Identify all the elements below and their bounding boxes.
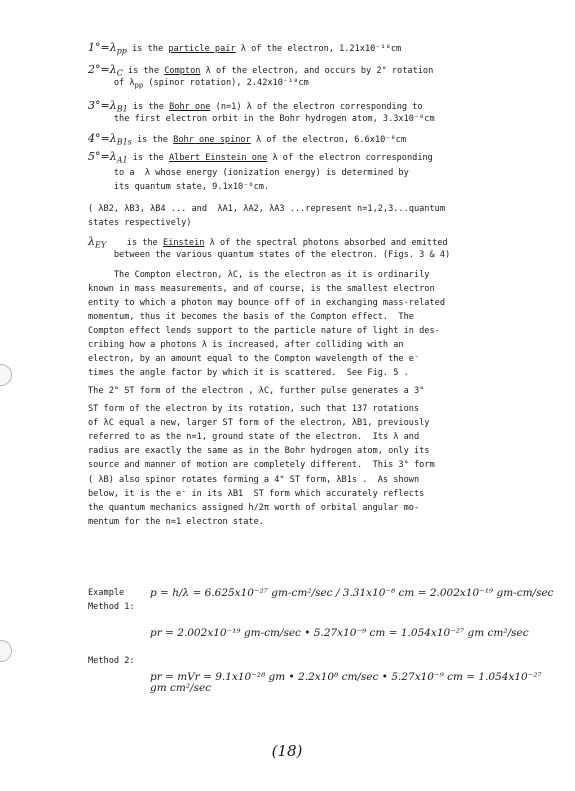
underlined-term: Albert Einstein one <box>168 153 268 163</box>
term-label-subscript: pp <box>116 46 127 56</box>
term-label: λ <box>88 235 95 248</box>
text-line: the first electron orbit in the Bohr hydrogen atom, 3.3x10⁻⁸cm <box>88 114 435 124</box>
term-label-subscript: B1s <box>116 137 132 147</box>
page-number: (18) <box>271 742 303 760</box>
text-line: to a λ whose energy (ionization energy) is determined by <box>88 168 409 178</box>
binder-hole <box>0 640 12 662</box>
term-label: 3°=λ <box>88 99 117 112</box>
text-line: The 2° ST form of the electron , λC, further pulse generates a 3° <box>88 386 425 396</box>
text-line: known in mass measurements, and of course, is the smallest electron <box>88 284 435 294</box>
text-line: between the various quantum states of the electron. (Figs. 3 & 4) <box>88 250 451 260</box>
term-label-subscript: EY <box>94 240 107 250</box>
text-line: states respectively) <box>88 218 192 228</box>
text-line: radius are exactly the same as in the Bohr hydrogen atom, only its <box>88 446 430 456</box>
text-line: $5^\circ=\lambda_{A1}$ is the Albert Einstein one λ of the electron corresponding <box>88 150 433 165</box>
text-line: ( λB2, λB3, λB4 ... and λA1, λA2, λA3 ...represent n=1,2,3...quantum <box>88 204 445 214</box>
term-label-subscript: A1 <box>116 155 128 165</box>
text-line: Compton effect lends support to the particle nature of light in des- <box>88 326 440 336</box>
term-label-subscript: C <box>116 68 123 78</box>
text-line: source and manner of motion are completely different. This 3° form <box>88 460 435 470</box>
equation-method1: p = h/λ = 6.625x10⁻²⁷ gm-cm²/sec / 3.31x10⁻⁸ cm = 2.002x10⁻¹⁹ gm-cm/sec <box>150 587 554 599</box>
equation-method2: pr = mVr = 9.1x10⁻²⁸ gm • 2.2x10⁸ cm/sec • 5.27x10⁻⁹ cm = 1.054x10⁻²⁷ gm cm²/sec <box>150 671 542 694</box>
text-line: mentum for the n=1 electron state. <box>88 517 264 527</box>
text-line: momentum, thus it becomes the basis of the Compton effect. The <box>88 312 414 322</box>
text-line: $\lambda_{EY}$ is the Einstein λ of the spectral photons absorbed and emitted <box>88 235 448 250</box>
text-line: $4^\circ=\lambda_{B1s}$ is the Bohr one spinor λ of the electron, 6.6x10⁻⁸cm <box>88 132 406 147</box>
underlined-term: particle pair <box>168 44 236 54</box>
text-line: of λC equal a new, larger ST form of the electron, λB1, previously <box>88 418 430 428</box>
text-line: the quantum mechanics assigned h/2π worth of orbital angular mo- <box>88 503 420 513</box>
method1-label: Method 1: <box>88 602 135 612</box>
term-label: 5°=λ <box>88 150 117 163</box>
underlined-term: Einstein <box>163 238 205 248</box>
binder-hole <box>0 364 12 386</box>
text-line: ST form of the electron by its rotation, such that 137 rotations <box>88 404 420 414</box>
text-line: below, it is the e⁻ in its λB1 ST form which accurately reflects <box>88 489 425 499</box>
text-line: entity to which a photon may bounce off of in exchanging mass-related <box>88 298 445 308</box>
example-label: Example <box>88 588 125 598</box>
text-line: $3^\circ=\lambda_{B1}$ is the Bohr one (n=1) λ of the electron corresponding to <box>88 99 423 114</box>
text-line: times the angle factor by which it is scattered. See Fig. 5 . <box>88 368 409 378</box>
text-line: The Compton electron, λC, is the electron as it is ordinarily <box>88 270 430 280</box>
equation-pr: pr = 2.002x10⁻¹⁹ gm-cm/sec • 5.27x10⁻⁹ cm = 1.054x10⁻²⁷ gm cm²/sec <box>150 627 529 639</box>
underlined-term: Compton <box>164 66 201 76</box>
text-line: ( λB) also spinor rotates forming a 4° ST form, λB1s . As shown <box>88 475 420 485</box>
underlined-term: Bohr one spinor <box>173 135 251 145</box>
term-label: 4°=λ <box>88 132 117 145</box>
text-line: $2^\circ=\lambda_C$ is the Compton λ of the electron, and occurs by 2° rotation <box>88 63 434 78</box>
term-label: 1°=λ <box>88 41 117 54</box>
text-line: cribing how a photons λ is increased, after colliding with an <box>88 340 404 350</box>
text-line: electron, by an amount equal to the Compton wavelength of the e⁻ <box>88 354 420 364</box>
text-line: of $\lambda_{pp}$ (spinor rotation), 2.42x10⁻¹⁰cm <box>88 78 309 90</box>
text-line: $1^\circ=\lambda_{pp}$ is the particle pair λ of the electron, 1.21x10⁻¹⁰cm <box>88 41 402 56</box>
text-line: referred to as the n=1, ground state of the electron. Its λ and <box>88 432 420 442</box>
term-label: 2°=λ <box>88 63 117 76</box>
method2-label: Method 2: <box>88 656 135 666</box>
underlined-term: Bohr one <box>169 102 211 112</box>
term-label-subscript: B1 <box>116 104 128 114</box>
subscript: pp <box>134 80 144 90</box>
text-line: its quantum state, 9.1x10⁻⁶cm. <box>88 182 270 192</box>
